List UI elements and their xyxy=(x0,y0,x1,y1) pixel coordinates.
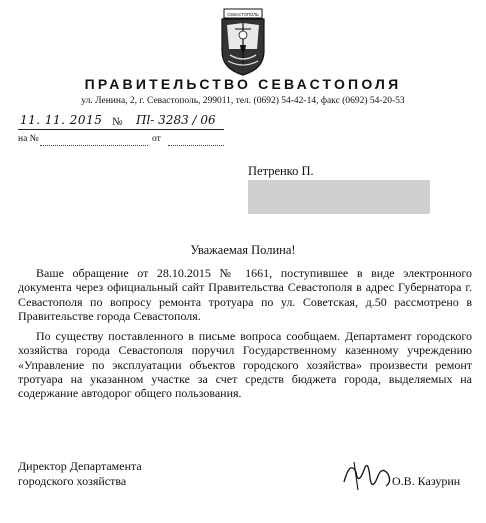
redacted-block xyxy=(248,180,430,214)
signatory-position xyxy=(18,459,142,488)
emblem-text: СЕВАСТОПОЛЬ xyxy=(227,12,259,17)
paragraph: По существу поставленного в письме вопроса сообщаем. Департамент городского хозяйства города Севастополя поручил Государственному казенному учреждению «Управление по эксплуатации объектов городского хозяйства» произвести ремонт тротуара на указанном участке за счет средств бюджета города, выделяемых на содержание автодорог общего пользования. xyxy=(18,329,472,401)
registration-date: 11. 11. 2015 xyxy=(20,113,103,127)
signatory-name: О.В. Казурин xyxy=(392,474,461,488)
reference-number-label: на № xyxy=(18,134,39,144)
reference-number-blank xyxy=(40,145,148,146)
registration-underline xyxy=(18,129,224,130)
registration-number: Пl- 3283 / 06 xyxy=(136,113,216,127)
reference-line xyxy=(18,134,224,148)
position-line: Директор Департамента xyxy=(18,459,142,473)
salutation: Уважаемая Полина! xyxy=(190,243,296,257)
handwritten-signature-icon xyxy=(340,452,396,496)
letter-body xyxy=(18,266,472,407)
number-sign: № xyxy=(112,116,123,128)
government-title: ПРАВИТЕЛЬСТВО СЕВАСТОПОЛЯ xyxy=(84,76,402,92)
reference-date-label: от xyxy=(152,134,161,144)
paragraph: Ваше обращение от 28.10.2015 № 1661, поступившее в виде электронного документа через официальный сайт Правительства Севастополя в адрес Губернатора г. Севастополя по вопросу ремонта тротуара по ул. Советская, д.50 рассмотрено в Правительстве города Севастополя. xyxy=(18,266,472,323)
coat-of-arms-icon xyxy=(218,5,268,77)
registration-line xyxy=(18,113,224,132)
recipient-name: Петренко П. xyxy=(248,164,314,178)
reference-date-blank xyxy=(168,145,224,146)
government-address: ул. Ленина, 2, г. Севастополь, 299011, тел. (0692) 54-42-14, факс (0692) 54-20-53 xyxy=(81,96,405,106)
position-line: городского хозяйства xyxy=(18,473,127,488)
